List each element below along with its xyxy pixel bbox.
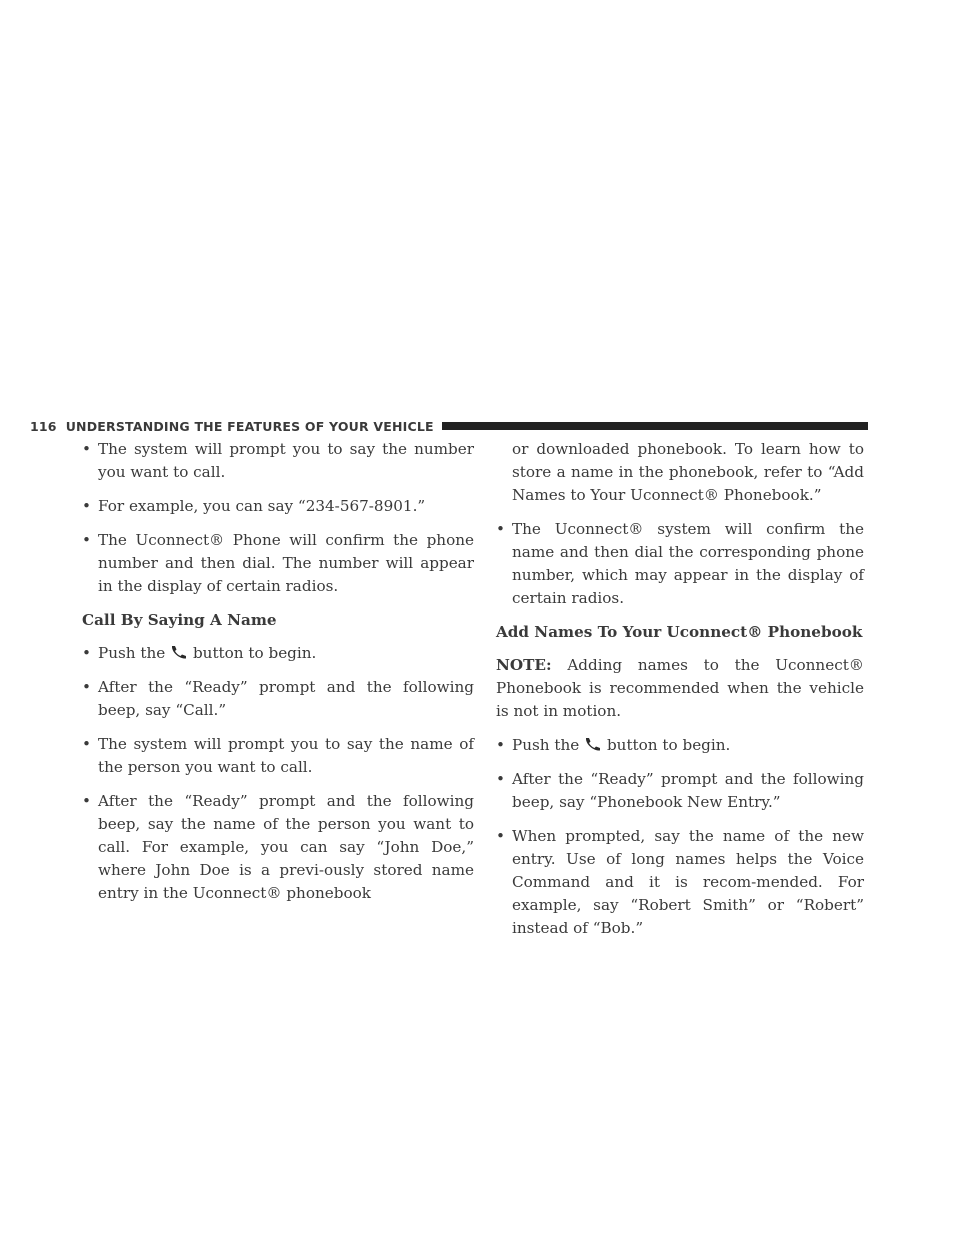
section-heading-call-by-name: Call By Saying A Name	[82, 611, 277, 629]
list-item	[496, 734, 864, 757]
page-number: 116	[30, 418, 57, 434]
header-rule	[442, 422, 868, 430]
continued-paragraph: or downloaded phonebook. To learn how to store a name in the phonebook, refer to “Add Names to Your Uconnect® Phonebook.”	[512, 440, 864, 504]
list-item: • The Uconnect® Phone will confirm the phone number and then dial. The number will appear in the display of certain radios.	[82, 529, 474, 598]
phone-icon	[584, 737, 602, 751]
list-item	[82, 642, 474, 665]
list-item: • After the “Ready” prompt and the following beep, say “Phonebook New Entry.”	[496, 768, 864, 814]
note-paragraph	[496, 654, 864, 723]
list-item: • The Uconnect® system will confirm the name and then dial the corresponding phone number, which may appear in the display of certain radios.	[496, 518, 864, 610]
list-item: • When prompted, say the name of the new entry. Use of long names helps the Voice Command and it is recom-mended. For example, say “Robert Smith” or “Robert” instead of “Bob.”	[496, 825, 864, 940]
list-item: • After the “Ready” prompt and the following beep, say “Call.”	[82, 676, 474, 722]
section-title: UNDERSTANDING THE FEATURES OF YOUR VEHICLE	[65, 418, 434, 434]
push-prefix: Push the	[512, 736, 580, 754]
list-item: • The system will prompt you to say the number you want to call.	[82, 438, 474, 484]
list-item: • After the “Ready” prompt and the following beep, say the name of the person you want to call. For example, you can say “John Doe,” where John Doe is a previ-ously stored name entry in the Uconnect® phonebook	[82, 790, 474, 905]
note-label: NOTE:	[496, 656, 552, 674]
page-header	[30, 418, 868, 434]
list-item: • The system will prompt you to say the name of the person you want to call.	[82, 733, 474, 779]
push-suffix: button to begin.	[606, 736, 731, 754]
note-text: Adding names to the Uconnect® Phonebook is recommended when the vehicle is not in motion.	[496, 656, 864, 720]
push-prefix: Push the	[98, 644, 166, 662]
left-column	[82, 438, 474, 916]
phone-icon	[170, 645, 188, 659]
right-column	[496, 438, 864, 951]
push-suffix: button to begin.	[192, 644, 317, 662]
list-item: • For example, you can say “234-567-8901.”	[82, 495, 474, 518]
section-heading-add-names: Add Names To Your Uconnect® Phonebook	[496, 623, 863, 641]
